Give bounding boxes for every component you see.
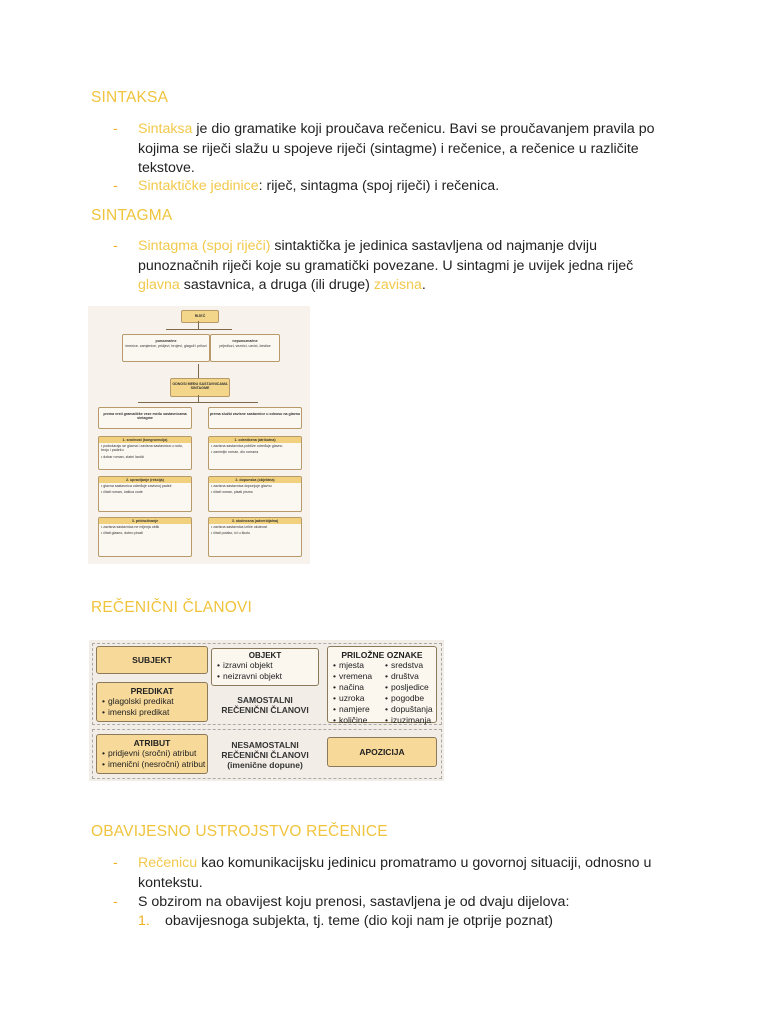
text-line: sintaktička je jedinica sastavljena od najmanje dviju bbox=[270, 238, 597, 254]
bullet-dash: - bbox=[113, 178, 118, 194]
box-title: 1. sročnost (kongruencija) bbox=[99, 437, 191, 443]
box-srocnost bbox=[98, 436, 192, 470]
box-title: ATRIBUT bbox=[133, 738, 171, 748]
text-line: sastavnica, a druga (ili druge) bbox=[179, 277, 374, 293]
box-desc: prijedlozi, veznici, uzvici, čestice bbox=[219, 344, 271, 349]
list-item-recenica-def bbox=[113, 854, 673, 893]
box-desc: • zavisna sastavnica ne mijenja oblik bbox=[101, 525, 160, 530]
box-label: prema službi zavisne sastavnice u odnosu na glavnu bbox=[209, 412, 301, 416]
bullet-dash: - bbox=[113, 855, 118, 871]
box-example: • čitati glasno, dobro pisati bbox=[101, 531, 143, 536]
item-number: 1. bbox=[138, 913, 150, 929]
bullet-dash: - bbox=[113, 121, 118, 137]
text-line: kontekstu. bbox=[138, 874, 203, 891]
text-line: je dio gramatike koji proučava rečenicu. Bavi se proučavanjem pravila po bbox=[192, 121, 655, 137]
box-apozicija bbox=[327, 737, 437, 767]
box-subjekt bbox=[96, 646, 208, 674]
text-line: . bbox=[421, 277, 426, 293]
box-label: nepunoznačne bbox=[232, 339, 258, 343]
prilozna-item: • društva bbox=[380, 671, 436, 682]
box-title: 3. pridruživanje bbox=[99, 518, 191, 524]
box-title: PREDIKAT bbox=[130, 686, 174, 696]
connector-line bbox=[198, 321, 199, 329]
list-item-sintagma-def bbox=[113, 237, 673, 296]
numbered-item-1 bbox=[138, 912, 698, 932]
prilozne-left-col bbox=[328, 660, 380, 726]
prilozna-item: • pogodbe bbox=[380, 693, 436, 704]
box-title: 2. upravljanje (rekcija) bbox=[99, 477, 191, 483]
box-desc: • zavisna sastavnica dopunjuje glavnu bbox=[211, 484, 272, 489]
atribut-item: • pridjevni (sročni) atribut bbox=[97, 748, 207, 759]
connector-line bbox=[138, 402, 258, 403]
box-desc: imenice, zamjenice, pridjevi, brojevi, glagoli i prilozi bbox=[125, 344, 207, 349]
label-line: REČENIČNI ČLANOVI bbox=[221, 705, 309, 715]
box-desc: • zavisna sastavnica izriče okolnost bbox=[211, 525, 268, 530]
box-left-head bbox=[98, 407, 192, 429]
item-text bbox=[138, 237, 673, 296]
box-atribut bbox=[96, 734, 208, 774]
atribut-item: • imenični (nesročni) atribut bbox=[97, 759, 207, 770]
box-rijec bbox=[181, 310, 219, 323]
objekt-item: • neizravni objekt bbox=[212, 671, 318, 682]
item-text: S obzirom na obavijest koju prenosi, sastavljena je od dvaju dijelova: bbox=[138, 894, 570, 910]
list-item-sintaksa-def bbox=[113, 120, 673, 179]
box-title: 2. dopunska (objektna) bbox=[209, 477, 301, 483]
heading-sintagma: SINTAGMA bbox=[91, 207, 173, 224]
box-okolnosna bbox=[208, 517, 302, 557]
prilozne-right-col bbox=[380, 660, 436, 726]
box-title: SUBJEKT bbox=[132, 655, 172, 665]
text-line: punoznačnih riječi koje su gramatički povezane. U sintagmi je uvijek jedna riječ bbox=[138, 257, 634, 274]
text-line: tekstove. bbox=[138, 160, 195, 176]
list-item-sintakticke-jedinice bbox=[113, 177, 673, 197]
box-punoznacne bbox=[122, 334, 210, 362]
box-desc: • podudaraju se glavna i zavisna sastavnica u rodu, broju i padežu bbox=[101, 444, 183, 453]
box-objekt bbox=[211, 648, 319, 686]
box-example: • čitati roman, pisati pismo bbox=[211, 490, 253, 495]
bullet-dash: - bbox=[113, 238, 118, 254]
label-line: SAMOSTALNI bbox=[237, 695, 293, 705]
prilozna-item: • dopuštanja bbox=[380, 704, 436, 715]
term-glavna: glavna bbox=[138, 277, 180, 293]
item-text bbox=[138, 177, 673, 197]
box-prilozne-oznake bbox=[327, 646, 437, 723]
sintagma-diagram bbox=[88, 306, 310, 564]
predikat-item: • glagolski predikat bbox=[97, 696, 207, 707]
box-predikat bbox=[96, 682, 208, 722]
bullet-dash: - bbox=[113, 894, 118, 910]
box-label: prema vrsti gramatičke veze među sastavnicama sintagme bbox=[103, 412, 187, 421]
item-text: obavijesnoga subjekta, tj. teme (dio koji nam je otprije poznat) bbox=[165, 913, 554, 929]
term-sintakticke-jedinice: Sintaktičke jedinice bbox=[138, 178, 259, 194]
box-upravljanje bbox=[98, 476, 192, 512]
prilozna-item: • izuzimanja bbox=[380, 715, 436, 726]
label-line: (imenične dopune) bbox=[227, 760, 303, 770]
box-title: 1. odredbena (atributna) bbox=[209, 437, 301, 443]
term-sintaksa: Sintaksa bbox=[138, 121, 193, 137]
box-title: PRILOŽNE OZNAKE bbox=[341, 650, 423, 660]
box-title: APOZICIJA bbox=[359, 747, 405, 757]
box-label: ODNOSI MEĐU SASTAVNICAMA SINTAGME bbox=[172, 382, 228, 391]
item-text bbox=[138, 854, 673, 893]
box-odredbena bbox=[208, 436, 302, 470]
heading-obavijesno-ustrojstvo: OBAVIJESNO USTROJSTVO REČENICE bbox=[91, 823, 388, 840]
box-pridruzivanje bbox=[98, 517, 192, 557]
text-line: : riječ, sintagma (spoj riječi) i rečenica. bbox=[258, 178, 500, 194]
heading-sintaksa: SINTAKSA bbox=[91, 89, 169, 106]
text-line: kao komunikacijsku jedinicu promatramo u govornoj situaciji, odnosno u bbox=[197, 855, 652, 871]
text-line: kojima se riječi slažu u spojeve riječi (sintagme) i rečenice, a rečenice u različite bbox=[138, 140, 639, 157]
list-item-dijelovi bbox=[113, 893, 673, 913]
box-dopunska bbox=[208, 476, 302, 512]
label-line: REČENIČNI ČLANOVI bbox=[221, 750, 309, 760]
box-example: • dobar roman, zlatni lančić bbox=[101, 454, 145, 459]
term-recenicu: Rečenicu bbox=[138, 855, 198, 871]
objekt-item: • izravni objekt bbox=[212, 660, 318, 671]
box-example: • zanimljiv roman, dio romana bbox=[211, 450, 259, 455]
prilozna-item: • načina bbox=[328, 682, 380, 693]
connector-line bbox=[198, 364, 199, 378]
box-desc: • zavisna sastavnica pobliže određuje glavnu bbox=[211, 444, 283, 449]
predikat-item: • imenski predikat bbox=[97, 707, 207, 718]
label-line: NESAMOSTALNI bbox=[231, 740, 299, 750]
prilozna-item: • količine bbox=[328, 715, 380, 726]
prilozna-item: • namjere bbox=[328, 704, 380, 715]
recenicni-clanovi-diagram bbox=[89, 640, 444, 781]
term-zavisna: zavisna bbox=[373, 277, 422, 293]
box-example: • čitati roman, čašica vode bbox=[101, 490, 143, 495]
box-example: • čitati polako, ići u školu bbox=[211, 531, 251, 536]
box-title: OBJEKT bbox=[248, 651, 282, 660]
prilozne-columns bbox=[328, 660, 436, 726]
box-title: 3. okolnosna (adverbijalna) bbox=[209, 518, 301, 524]
box-right-head bbox=[208, 407, 302, 429]
box-label: punoznačne bbox=[155, 339, 177, 343]
box-desc: • glavna sastavnica određuje zavisnoj padež bbox=[101, 484, 172, 489]
box-nepunoznacne bbox=[210, 334, 280, 362]
label-nesamostalni bbox=[211, 740, 319, 770]
item-text bbox=[138, 120, 673, 179]
prilozna-item: • mjesta bbox=[328, 660, 380, 671]
prilozna-item: • vremena bbox=[328, 671, 380, 682]
term-sintagma: Sintagma (spoj riječi) bbox=[138, 238, 271, 254]
box-odnosi bbox=[170, 378, 230, 397]
prilozna-item: • sredstva bbox=[380, 660, 436, 671]
prilozna-item: • posljedice bbox=[380, 682, 436, 693]
label-samostalni bbox=[211, 695, 319, 715]
box-label: RIJEČ bbox=[194, 314, 206, 318]
connector-line bbox=[166, 329, 232, 330]
heading-recenicni-clanovi: REČENIČNI ČLANOVI bbox=[91, 599, 253, 616]
connector-line bbox=[198, 395, 199, 402]
prilozna-item: • uzroka bbox=[328, 693, 380, 704]
